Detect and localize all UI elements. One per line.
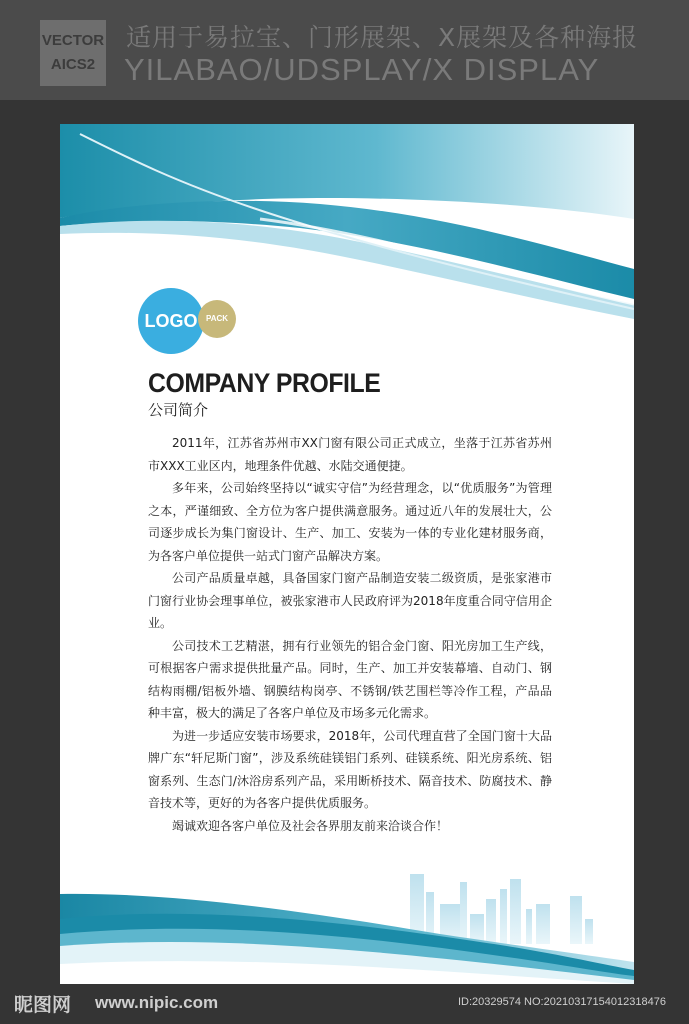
image-id: ID:20329574 NO:20210317154012318476 <box>458 996 666 1008</box>
vector-badge <box>40 20 106 86</box>
profile-title-en: COMPANY PROFILE <box>148 368 381 398</box>
poster <box>60 124 634 984</box>
header-title-cn: 适用于易拉宝、门形展架、X展架及各种海报 <box>126 23 639 52</box>
paragraph-3: 公司产品质量卓越，具备国家门窗产品制造安装二级资质，是张家港市门窗行业协会理事单位，被张家港市人民政府评为2018年度重合同守信用企业。 <box>148 571 552 630</box>
paragraph-4: 公司技术工艺精湛，拥有行业领先的铝合金门窗、阳光房加工生产线，可根据客户需求提供批量产品。同时，生产、加工并安装幕墙、自动门、钢结构雨棚/铝板外墙、钢膜结构岗亭、不锈钢/铁艺围栏等冷作工程，产品品种丰富，极大的满足了各客户单位及市场多元化需求。 <box>148 638 552 720</box>
paragraph-2: 多年来，公司始终坚持以“诚实守信”为经营理念，以“优质服务”为管理之本，严谨细致、全方位为客户提供满意服务。通过近八年的发展壮大，公司逐步成长为集门窗设计、生产、加工、安装为一体的专业化建材服务商，为各客户单位提供一站式门窗产品解决方案。 <box>148 481 552 563</box>
badge-line-1: VECTOR <box>41 32 105 49</box>
pack-circle: PACK <box>198 300 236 338</box>
site-url[interactable]: www.nipic.com <box>95 993 219 1012</box>
profile-title-cn: 公司简介 <box>148 401 209 419</box>
profile-body <box>148 432 552 837</box>
header-band <box>0 0 689 100</box>
logo-circle: LOGO <box>138 288 204 354</box>
header-title-en: YILABAO/UDSPLAY/X DISPLAY <box>124 52 600 87</box>
paragraph-5: 为进一步适应安装市场要求，2018年，公司代理直营了全国门窗十大品牌广东“轩尼斯门窗”，涉及系统硅镁铝门系列、硅镁系统、阳光房系统、铝窗系列、生态门/沐浴房系列产品，采用断桥技术、隔音技术、防腐技术、静音技术等，更好的为各客户提供优质服务。 <box>148 728 552 810</box>
paragraph-6: 竭诚欢迎各客户单位及社会各界朋友前来洽谈合作！ <box>172 818 449 833</box>
site-logo: 昵图网 <box>14 994 72 1016</box>
badge-line-2: AICS2 <box>50 56 96 73</box>
paragraph-1: 2011年，江苏省苏州市XX门窗有限公司正式成立，坐落于江苏省苏州市XXX工业区内，地理条件优越、水陆交通便捷。 <box>148 436 552 473</box>
